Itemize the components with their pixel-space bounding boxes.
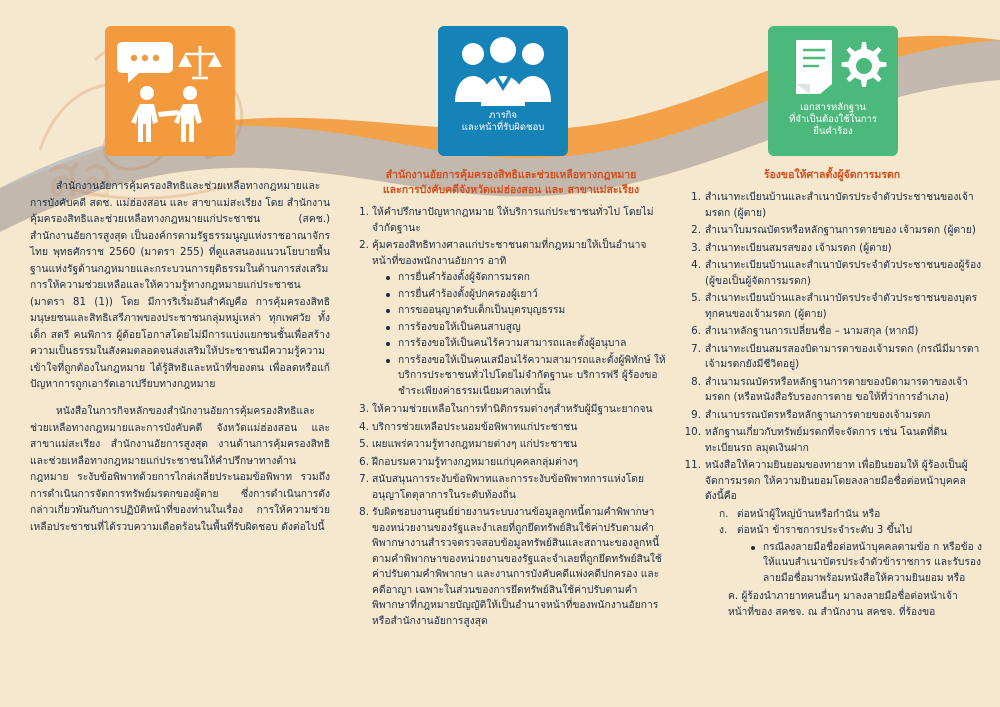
list-item bbox=[352, 238, 670, 399]
sublist-text: ต่อหน้าผู้ใหญ่บ้านหรือกำนัน หรือ bbox=[737, 508, 881, 520]
list-item bbox=[682, 291, 982, 322]
mission-card-caption-line2: และหน้าที่รับผิดชอบ bbox=[461, 122, 545, 133]
consent-sublist bbox=[705, 507, 982, 587]
list-item bbox=[682, 258, 982, 289]
list-item-text: บริการช่วยเหลือประนอมข้อพิพาทแก่ประชาชน bbox=[372, 420, 578, 433]
list-item bbox=[682, 458, 982, 620]
list-item bbox=[352, 205, 670, 236]
list-item-text: รับผิดชอบงานศูนย์ย่ายงานระบบงานข้อมูลลูกหนี้ตามคำพิพากษาของหน่วยงานของรัฐและงำเลยที่ถูกยึดทรัพย์สินใช้ค่าปรับตามคำพิพากษางานสำรวจตรวจสอบข้อมูลทรัพย์สินและสถานะของลูกหนี้ตามคำพิพากษาของหน่วยงานของรัฐและจำเลยที่ถูกยึดทรัพย์สินใช้ค่าปรับตามคำพิพากษา และงานการบังคับคดีแพ่งคดีปกครอง และคดีอาญา เฉพาะในส่วนของการยึดทรัพย์สินใช้ค่าปรับตามคำพิพากษาที่กฎหมายบัญญัติให้เป็นอำนาจหน้าที่ของพนักงานอัยการหรือสำนักงานอัยการสูงสุด bbox=[372, 506, 662, 627]
documents-card-caption-line2: ที่จำเป็นต้องใช้ในการ bbox=[789, 114, 877, 125]
list-item-text: สำเนาทะเบียนบ้านและสำเนาบัตรประจำตัวประชาชนของบุตรทุกคนของเจ้ามรดก (ผู้ตาย) bbox=[705, 292, 978, 320]
list-item bbox=[352, 402, 670, 418]
list-item bbox=[719, 507, 982, 523]
list-item bbox=[352, 455, 670, 471]
column-mission-title-line2: และการบังคับคดีจังหวัดแม่ฮ่องสอน และ สาขาแม่สะเรียง bbox=[382, 184, 640, 196]
documents-list bbox=[682, 190, 982, 620]
mission-list bbox=[352, 205, 670, 629]
list-item bbox=[352, 472, 670, 503]
list-item-text: สำเนามรณบัตรหรือหลักฐานการตายของบิดามารดาของเจ้ามรดก (หรือหนังสือรับรองการตาย ขอให้ที่ว่าการอำเภอ) bbox=[705, 375, 968, 403]
list-item bbox=[352, 505, 670, 629]
list-item bbox=[682, 408, 982, 424]
mission-card-caption-line1: ภารกิจ bbox=[488, 110, 518, 121]
mission-card bbox=[438, 26, 568, 156]
list-item-text: หลักฐานเกี่ยวกับทรัพย์มรดกที่จะจัดการ เช่น โฉนดที่ดิน ทะเบียนรถ ลมุดเงินฝาก bbox=[705, 426, 948, 454]
documents-card bbox=[768, 26, 898, 156]
column-mission bbox=[352, 168, 670, 631]
list-item-text: หนังสือให้ความยินยอมของทายาท เพื่อยินยอมให้ ผู้ร้องเป็นผู้จัดการมรดก ให้ความยินยอมโดยลงลายมือชื่อต่อหน้าบุคคลดังนี้คือ bbox=[705, 459, 968, 502]
legal-aid-card bbox=[105, 26, 235, 156]
list-item bbox=[682, 425, 982, 456]
list-item bbox=[682, 241, 982, 257]
list-item bbox=[682, 190, 982, 221]
trailing-text: ผู้ร้องนำภายาทคนอื่นๆ มาลงลายมือชื่อต่อหน้าเจ้าหน้าที่ของ สคชจ. ณ สำนักงาน สคชจ. ที่ร้องขอ bbox=[728, 591, 958, 618]
handshake-speech-scales-icon bbox=[114, 26, 226, 154]
documents-card-caption-line1: เอกสารหลักฐาน bbox=[800, 102, 866, 113]
list-item-text: สนับสนุนการระงับข้อพิพาทและการระงับข้อพิพาทการแห่งโดยอนุญาโตตุลาการในระดับท้องถิ่น bbox=[372, 473, 645, 501]
list-item: การยื่นคำร้องตั้งผู้ปกครองผู้เยาว์ bbox=[386, 287, 670, 303]
consent-note-bullets bbox=[737, 540, 982, 587]
list-item bbox=[682, 223, 982, 239]
column-intro bbox=[30, 168, 330, 545]
header-card-row bbox=[0, 18, 1000, 168]
column-documents-title: ร้องขอให้ศาลตั้งผู้จัดการมรดก bbox=[763, 169, 901, 181]
list-item: การร้องขอให้เป็นคนไร้ความสามารถและตั้งผู้อนุบาล bbox=[386, 336, 670, 352]
list-item-text: สำเนาทะเบียนสมรสของ เจ้ามรดก (ผู้ตาย) bbox=[705, 241, 892, 254]
intro-paragraph-2: หนังสือในการกิจหลักของสำนักงานอัยการคุ้มครองสิทธิและช่วยเหลือทางกฎหมายและการบังคับคดี จังหวัดแม่ฮ่องสอน และ สาขาแม่สะเรียง สำนักงานอัยการสูงสุด งานด้านการคุ้มครองสิทธิและช่วยเหลือทางกฎหมายแก่ประชาชนให้คำปรึกษาทางด้านกฎหมาย ระงับข้อพิพาทด้วยการไกล่เกลี่ยประนอมข้อพิพาท รวมถึงการดำเนินการจัดการทรัพย์มรดกของผู้ตาย ซึ่งการดำเนินการดังกล่าวเกี่ยวพันกับการปฏิบัติหน้าที่ของท่านในเรื่อง การให้ความช่วยเหลือประชาชนที่ได้รวบความเดือดร้อนในพื้นที่รับผิดชอบ ดังต่อไปนี้ bbox=[30, 405, 330, 533]
sublist-text: ต่อหน้า ข้าราชการประจำระดับ 3 ขึ้นไป bbox=[737, 525, 913, 536]
list-item bbox=[682, 342, 982, 373]
trailing-label: ค. bbox=[728, 591, 739, 602]
column-mission-title bbox=[352, 168, 670, 198]
list-item: การร้องขอให้เป็นคนสาบสูญ bbox=[386, 320, 670, 336]
consent-trailing-item bbox=[705, 589, 982, 620]
list-item-text: คุ้มครองสิทธิทางศาลแก่ประชาชนตามที่กฎหมายให้เป็นอำนาจหน้าที่ของพนักงานอัยการ อาทิ bbox=[372, 239, 647, 267]
mission-sublist bbox=[372, 270, 670, 399]
list-item bbox=[682, 375, 982, 406]
list-item-text: สำเนาทะเบียนบ้านและสำเนาบัตรประจำตัวประชาชนของผู้ร้อง (ผู้ขอเป็นผู้จัดการมรดก) bbox=[705, 259, 982, 287]
sublist-label: ก. bbox=[719, 508, 729, 520]
documents-card-caption-line3: ยื่นคำร้อง bbox=[813, 126, 853, 137]
list-item bbox=[352, 420, 670, 436]
list-item: กรณีลงลายมือชื่อต่อหน้าบุคคลตามข้อ ก หรือข้อ ง ให้แนบสำเนาบัตรประจำตัวข้าราชการ และรับรองลายมือชื่อมาพร้อมหนังสือให้ความยินยอม หรือ bbox=[751, 540, 982, 587]
list-item: การขออนุญาตรับเด็กเป็นบุตรบุญธรรม bbox=[386, 303, 670, 319]
list-item bbox=[352, 437, 670, 453]
intro-paragraph-1: สำนักงานอัยการคุ้มครองสิทธิและช่วยเหลือทางกฎหมายและการบังคับคดี สตช. แม่ฮ่องสอน และ สาขาแม่สะเรียง โดย สำนักงานคุ้มครองสิทธิและช่วยเหลือทางกฎหมายแก่ประชาชน (สคช.) สำนักงานอัยการสูงสุด เป็นองค์กรตามรัฐธรรมนูญแห่งราชอาณาจักรไทย พุทธศักราช 2560 (มาตรา 255) ที่ดูแลสนองแนวนโยบายพื้นฐานแห่งรัฐด้านกฎหมายและกระบวนการยุติธรรมในด้านการส่งเสริมการให้ความช่วยเหลือและให้ความรู้ทางกฎหมายแก่ประชาชน (มาตรา 81 (1)) โดย มีการริเริ่มอันสำคัญคือ การคุ้มครองสิทธิมนุษยชนและสิทธิเสรีภาพของประชาชนกลุ่มหมู่เหล่า ทุกเพศวัย ทั้งเด็ก สตรี คนพิการ ผู้ด้อยโอกาสโดยไม่มีการแบ่งแยกชนชั้นเพื่อสร้างความเป็นธรรมในสังคมตลอดจนส่งเสริมให้ประชาชนมีความรู้ความเข้าใจที่ถูกต้องในกฎหมาย ได้รู้สิทธิและหน้าที่ของตน เพื่อลดหรือแก้ปัญหาการถูกเอารัดเอาเปรียบทางกฎหมาย bbox=[30, 180, 330, 391]
list-item bbox=[682, 324, 982, 340]
list-item-text: ให้ความช่วยเหลือในการทำนิติกรรมต่างๆสำหรับผู้มีฐานะยากจน bbox=[372, 403, 653, 415]
list-item bbox=[719, 523, 982, 586]
list-item-text: เผยแพร่ความรู้ทางกฎหมายต่างๆ แก่ประชาชน bbox=[372, 438, 578, 450]
column-mission-title-line1: สำนักงานอัยการคุ้มครองสิทธิและช่วยเหลือทางกฎหมาย bbox=[385, 169, 637, 181]
list-item-text: สำเนาทะเบียนบ้านและสำเนาบัตรประจำตัวประชาชนของเจ้ามรดก (ผู้ตาย) bbox=[705, 191, 974, 219]
list-item-text: สำเนาใบมรณบัตรหรือหลักฐานการตายของ เจ้ามรดก (ผู้ตาย) bbox=[705, 224, 976, 236]
list-item-text: สำเนาหลักฐานการเปลี่ยนชื่อ – นามสกุล (หากมี) bbox=[705, 325, 919, 337]
document-gear-icon bbox=[778, 26, 888, 96]
people-group-icon bbox=[448, 26, 558, 108]
column-documents bbox=[682, 168, 982, 622]
list-item: การยื่นคำร้องตั้งผู้จัดการมรดก bbox=[386, 270, 670, 286]
list-item-text: ฝึกอบรมความรู้ทางกฎหมายแก่บุคคลกลุ่มต่างๆ bbox=[372, 455, 579, 468]
sublist-label: ง. bbox=[719, 525, 728, 536]
list-item-text: สำเนาบรรณบัตรหรือหลักฐานการตายของเจ้ามรดก bbox=[705, 408, 931, 421]
list-item-text: สำเนาทะเบียนสมรสองบิดามารดาของเจ้ามรดก (กรณีมีมารดาเจ้ามรดกยังมีชีวิตอยู่) bbox=[705, 342, 980, 370]
list-item-text: ให้คำปรึกษาปัญหากฎหมาย ให้บริการแก่ประชาชนทั่วไป โดยไม่จำกัดฐานะ bbox=[372, 206, 654, 234]
list-item: การร้องขอให้เป็นคนเสมือนไร้ความสามารถและตั้งผู้พิทักษ์ ให้บริการประชาชนทั่วไปโดยไม่จำกัดฐานะ บริการฟรี ผู้ร้องขอชำระเพียงค่าธรรมเนียมศาลเท่านั้น bbox=[386, 353, 670, 400]
